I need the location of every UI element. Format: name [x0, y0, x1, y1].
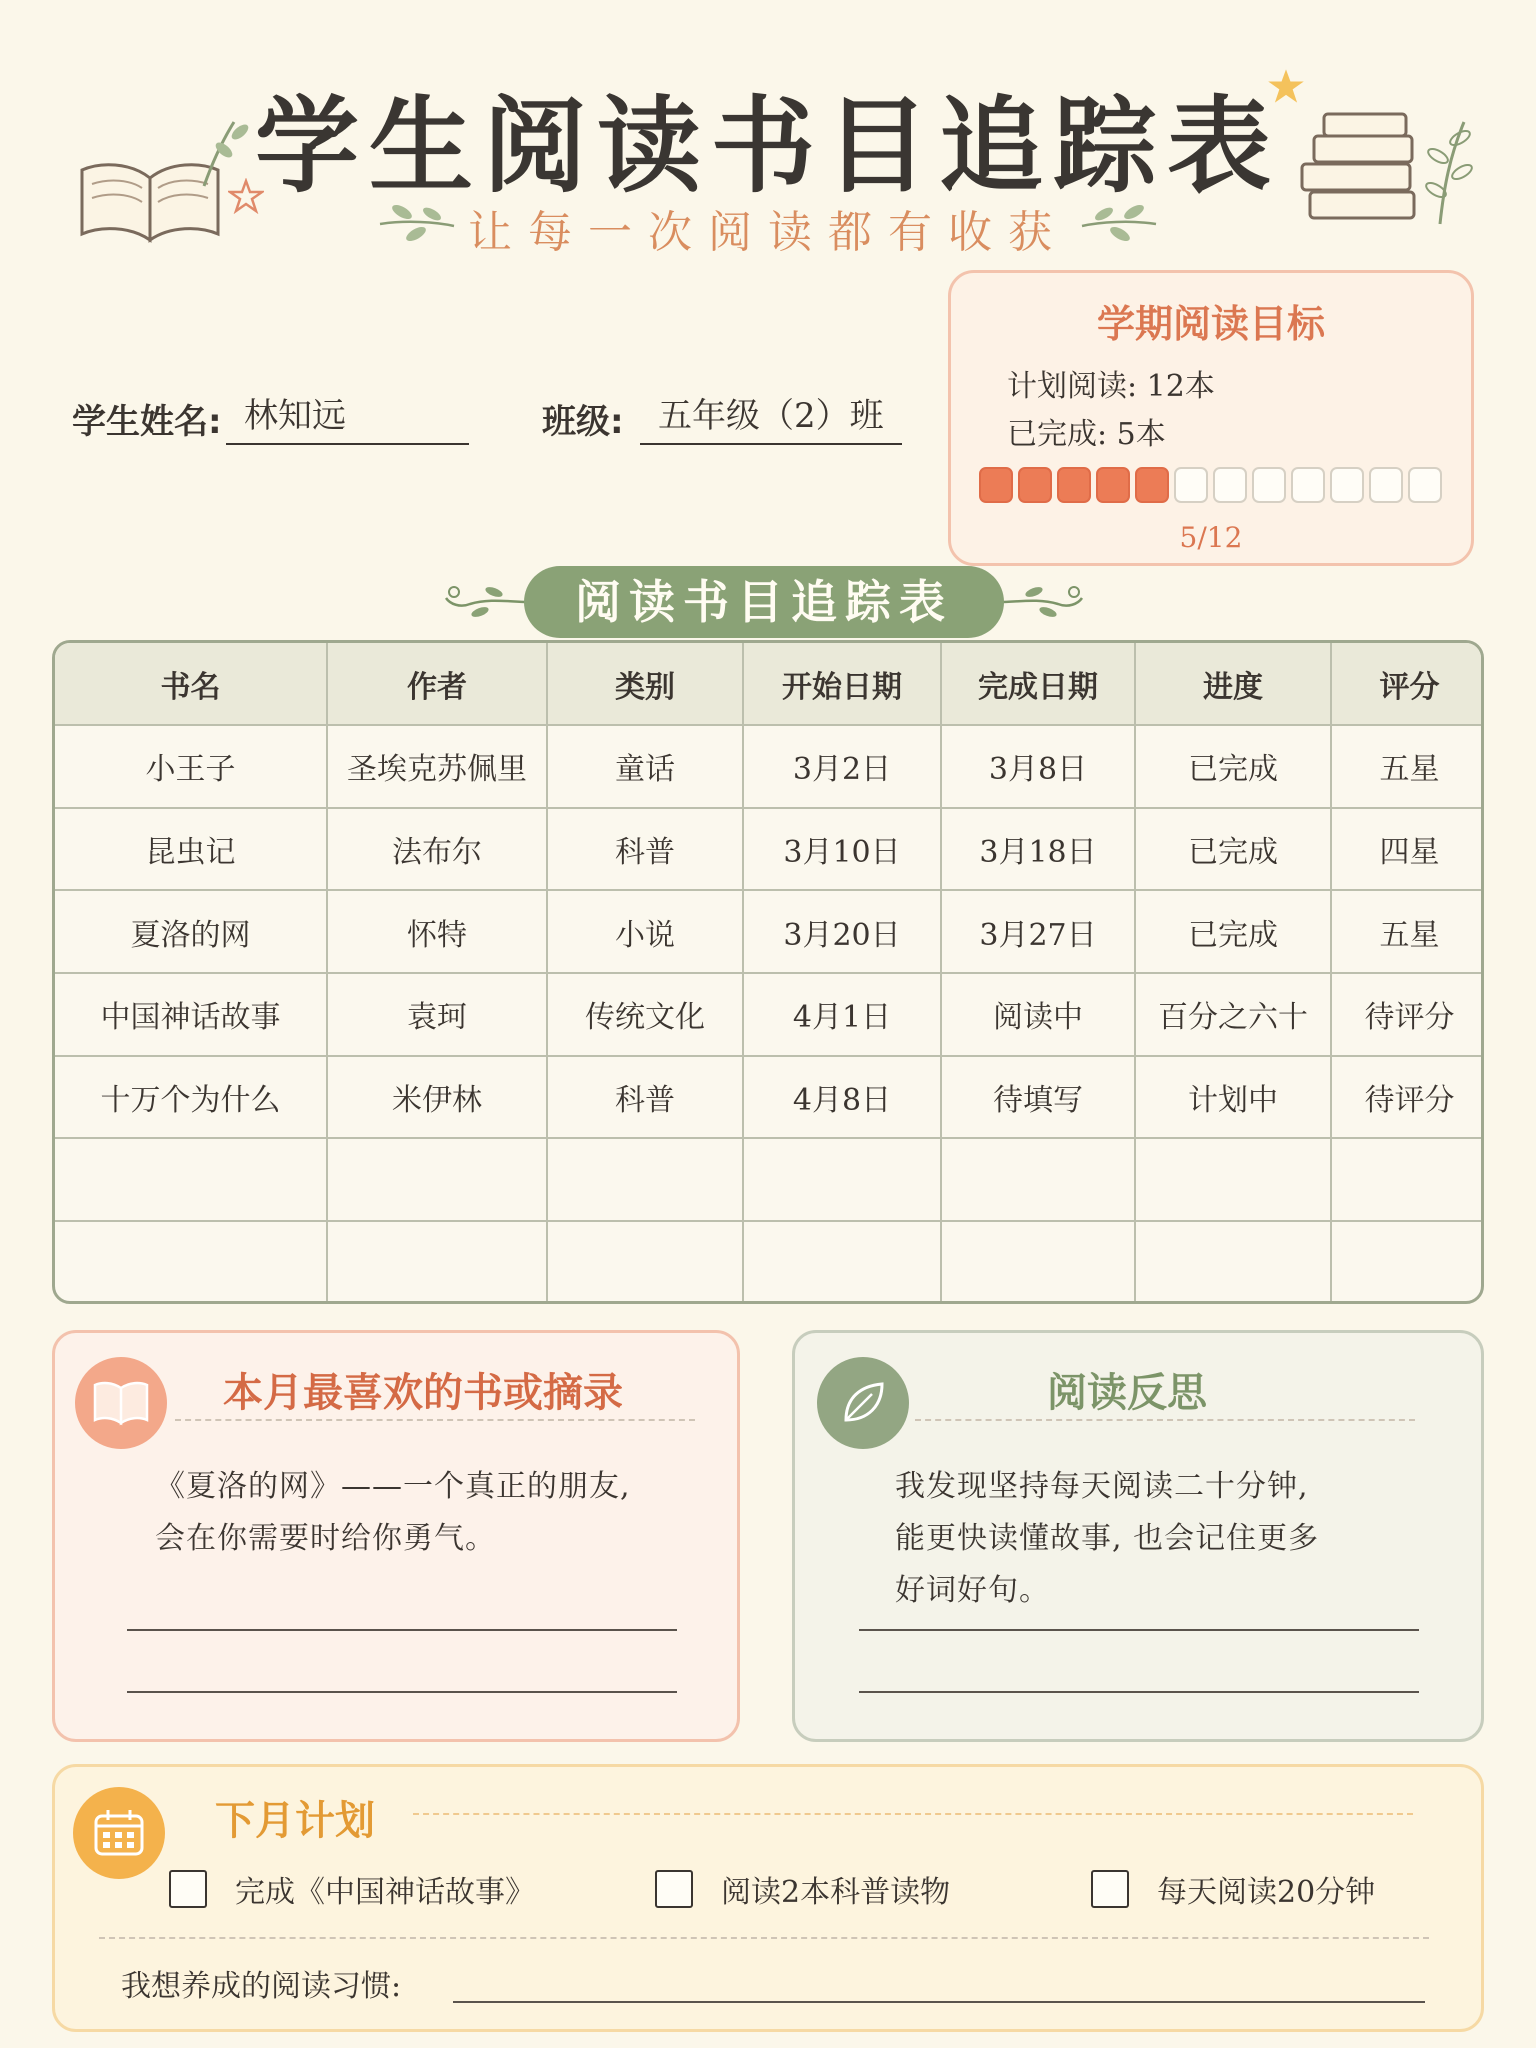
- table-row: [55, 808, 1484, 891]
- table-cell[interactable]: 圣埃克苏佩里: [327, 725, 547, 808]
- plan-item-label: 阅读2本科普读物: [721, 1875, 951, 1910]
- table-cell[interactable]: 昆虫记: [55, 808, 327, 891]
- table-cell[interactable]: 已完成: [1135, 725, 1331, 808]
- habit-input-line[interactable]: [453, 2001, 1425, 2003]
- progress-cell: [1018, 467, 1052, 503]
- table-cell[interactable]: 四星: [1331, 808, 1484, 891]
- table-cell[interactable]: [743, 1138, 941, 1221]
- table-cell[interactable]: 已完成: [1135, 808, 1331, 891]
- table-cell[interactable]: [1135, 1138, 1331, 1221]
- table-cell[interactable]: 3月20日: [743, 890, 941, 973]
- table-cell[interactable]: [55, 1138, 327, 1221]
- calendar-icon: [73, 1787, 165, 1879]
- class-field[interactable]: 五年级（2）班: [640, 388, 902, 445]
- student-name-field[interactable]: 林知远: [226, 388, 469, 445]
- writing-line[interactable]: [859, 1691, 1419, 1693]
- semester-goal-card: [948, 270, 1474, 566]
- table-row: [55, 890, 1484, 973]
- table-cell[interactable]: 米伊林: [327, 1056, 547, 1139]
- class-label: 班级:: [542, 402, 624, 442]
- page-title: 学生阅读书目追踪表: [254, 85, 1281, 207]
- table-cell[interactable]: 十万个为什么: [55, 1056, 327, 1139]
- column-header: 作者: [327, 643, 547, 725]
- checkbox[interactable]: [1091, 1870, 1129, 1908]
- table-cell[interactable]: 童话: [547, 725, 743, 808]
- column-header: 进度: [1135, 643, 1331, 725]
- table-cell[interactable]: 4月1日: [743, 973, 941, 1056]
- plan-item-label: 完成《中国神话故事》: [235, 1875, 535, 1910]
- excerpt-line: 会在你需要时给你勇气。: [155, 1521, 496, 1556]
- vine-right-icon: [998, 578, 1088, 624]
- table-cell[interactable]: [1331, 1221, 1484, 1304]
- checkbox[interactable]: [169, 1870, 207, 1908]
- reading-reflection-card: [792, 1330, 1484, 1742]
- checkbox[interactable]: [655, 1870, 693, 1908]
- reflection-line: 好词好句。: [895, 1573, 1050, 1608]
- goal-progress-bar: [979, 467, 1442, 503]
- progress-cell: [1252, 467, 1286, 503]
- table-section-title: 阅读书目追踪表: [524, 566, 1004, 638]
- goal-title: 学期阅读目标: [1096, 302, 1325, 346]
- table-cell[interactable]: 法布尔: [327, 808, 547, 891]
- table-row: [55, 1056, 1484, 1139]
- table-cell[interactable]: [1135, 1221, 1331, 1304]
- progress-cell: [1135, 467, 1169, 503]
- table-cell[interactable]: 百分之六十: [1135, 973, 1331, 1056]
- table-cell[interactable]: [327, 1221, 547, 1304]
- favorite-title: 本月最喜欢的书或摘录: [223, 1370, 623, 1416]
- reflection-line: 能更快读懂故事, 也会记住更多: [895, 1521, 1320, 1556]
- progress-cell: [1174, 467, 1208, 503]
- table-cell[interactable]: [1331, 1138, 1484, 1221]
- reflection-title: 阅读反思: [1047, 1370, 1207, 1416]
- table-cell[interactable]: 小说: [547, 890, 743, 973]
- table-cell[interactable]: [547, 1138, 743, 1221]
- plan-item-label: 每天阅读20分钟: [1157, 1875, 1376, 1910]
- reading-table: [52, 640, 1484, 1304]
- table-cell[interactable]: 夏洛的网: [55, 890, 327, 973]
- progress-cell: [1213, 467, 1247, 503]
- open-book-icon: [75, 1357, 167, 1449]
- vine-left-icon: [440, 578, 530, 624]
- excerpt-line: 《夏洛的网》——一个真正的朋友,: [155, 1469, 631, 1504]
- table-row: [55, 973, 1484, 1056]
- column-header: 类别: [547, 643, 743, 725]
- column-header: 完成日期: [941, 643, 1135, 725]
- divider: [413, 1813, 1413, 1815]
- table-cell[interactable]: 阅读中: [941, 973, 1135, 1056]
- writing-line[interactable]: [859, 1629, 1419, 1631]
- table-cell[interactable]: 待评分: [1331, 973, 1484, 1056]
- plan-item[interactable]: [169, 1867, 535, 1911]
- table-cell[interactable]: [327, 1138, 547, 1221]
- table-cell[interactable]: 3月8日: [941, 725, 1135, 808]
- table-cell[interactable]: 3月2日: [743, 725, 941, 808]
- table-cell[interactable]: 怀特: [327, 890, 547, 973]
- column-header: 评分: [1331, 643, 1484, 725]
- progress-cell: [1369, 467, 1403, 503]
- table-cell[interactable]: 科普: [547, 1056, 743, 1139]
- habit-label: 我想养成的阅读习惯:: [121, 1969, 402, 2004]
- page-subtitle: 让每一次阅读都有收获: [468, 207, 1068, 258]
- goal-completed-text: 已完成: 5本: [1007, 417, 1166, 452]
- favorite-book-card: [52, 1330, 740, 1742]
- leaf-icon: [817, 1357, 909, 1449]
- table-cell[interactable]: 3月10日: [743, 808, 941, 891]
- plan-item[interactable]: [655, 1867, 950, 1911]
- next-month-plan-card: [52, 1764, 1484, 2032]
- table-row: [55, 725, 1484, 808]
- table-cell[interactable]: 计划中: [1135, 1056, 1331, 1139]
- table-cell[interactable]: 4月8日: [743, 1056, 941, 1139]
- table-cell[interactable]: 待填写: [941, 1056, 1135, 1139]
- reflection-line: 我发现坚持每天阅读二十分钟,: [895, 1469, 1309, 1504]
- goal-planned-text: 计划阅读: 12本: [1007, 369, 1215, 404]
- column-header: 开始日期: [743, 643, 941, 725]
- goal-progress-text: 5/12: [1179, 521, 1243, 554]
- student-name-label: 学生姓名:: [72, 402, 222, 442]
- favorite-excerpt: [155, 1461, 631, 1565]
- table-cell[interactable]: [55, 1221, 327, 1304]
- table-cell[interactable]: 科普: [547, 808, 743, 891]
- table-row: [55, 1138, 1484, 1221]
- table-row: [55, 1221, 1484, 1304]
- progress-cell: [1291, 467, 1325, 503]
- table-cell[interactable]: 中国神话故事: [55, 973, 327, 1056]
- table-cell[interactable]: 五星: [1331, 890, 1484, 973]
- table-cell[interactable]: 3月27日: [941, 890, 1135, 973]
- progress-cell: [1330, 467, 1364, 503]
- progress-cell: [1057, 467, 1091, 503]
- table-cell[interactable]: [941, 1138, 1135, 1221]
- table-cell[interactable]: 已完成: [1135, 890, 1331, 973]
- divider: [175, 1419, 695, 1421]
- table-cell[interactable]: 小王子: [55, 725, 327, 808]
- divider: [915, 1419, 1415, 1421]
- reflection-text: [895, 1461, 1319, 1617]
- plan-item[interactable]: [1091, 1867, 1375, 1911]
- column-header: 书名: [55, 643, 327, 725]
- table-cell[interactable]: 待评分: [1331, 1056, 1484, 1139]
- progress-cell: [979, 467, 1013, 503]
- writing-line[interactable]: [127, 1691, 677, 1693]
- table-cell[interactable]: 袁珂: [327, 973, 547, 1056]
- divider: [99, 1937, 1429, 1939]
- table-cell[interactable]: 传统文化: [547, 973, 743, 1056]
- writing-line[interactable]: [127, 1629, 677, 1631]
- table-cell[interactable]: 五星: [1331, 725, 1484, 808]
- plan-title: 下月计划: [215, 1798, 375, 1844]
- progress-cell: [1408, 467, 1442, 503]
- table-header-row: [55, 643, 1484, 725]
- table-cell[interactable]: 3月18日: [941, 808, 1135, 891]
- table-body: [55, 725, 1484, 1304]
- table-cell[interactable]: [941, 1221, 1135, 1304]
- table-cell[interactable]: [547, 1221, 743, 1304]
- table-cell[interactable]: [743, 1221, 941, 1304]
- progress-cell: [1096, 467, 1130, 503]
